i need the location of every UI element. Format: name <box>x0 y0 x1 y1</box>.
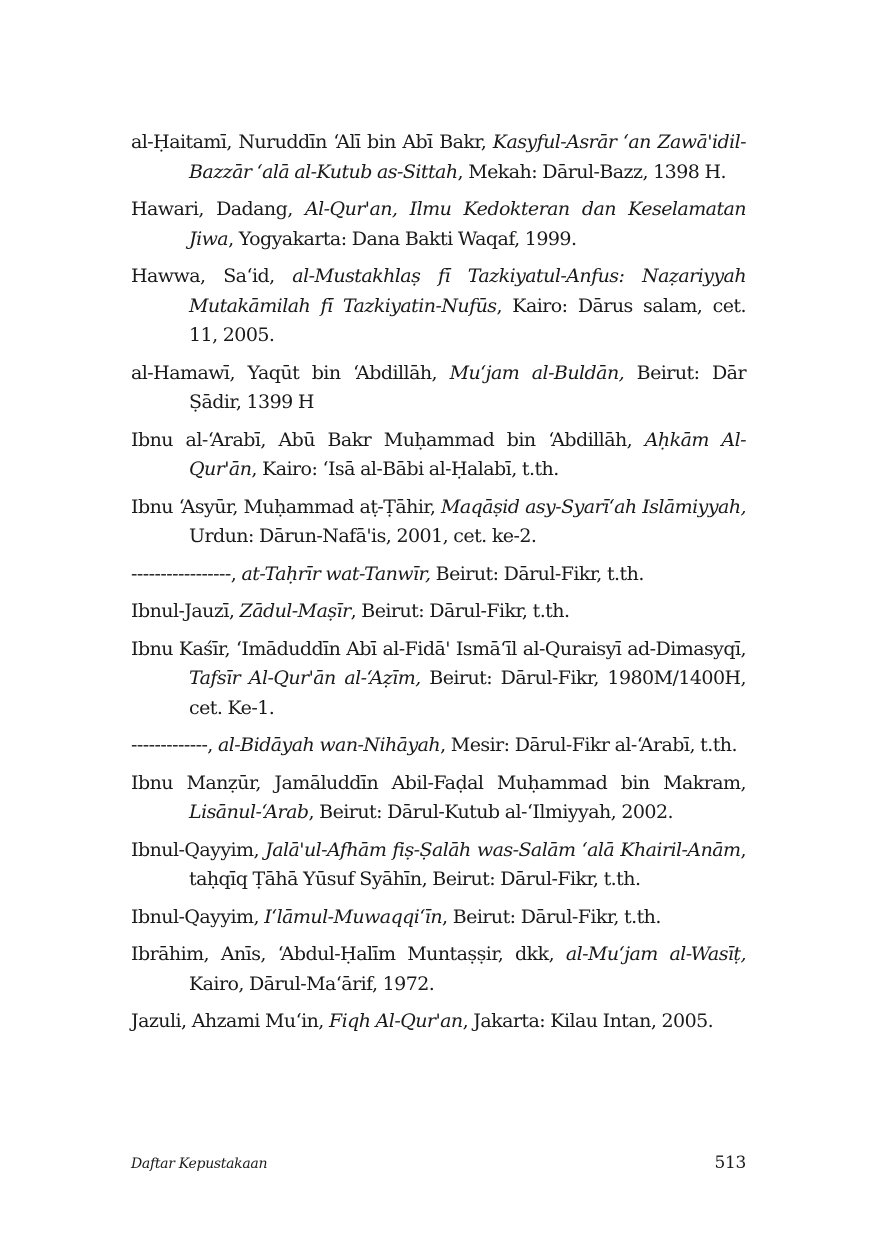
bibliography-entry: Ibnu Kaśīr, ‘Imāduddīn Abī al-Fidā' Ismā‘īl al-Quraisyī ad-Dimasyqī, Tafsīr Al-Qur'ān al-‘Aẓīm, Beirut: Dārul-Fikr, 1980M/1400H, cet. Ke-1. <box>131 637 746 719</box>
bibliography-entry: Ibnul-Qayyim, Jalā'ul-Afhām fiṣ-Ṣalāh was-Salām ‘alā Khairil-Anām, taḥqīq Ṭāhā Yūsuf Syāhīn, Beirut: Dārul-Fikr, t.th. <box>131 838 746 890</box>
bibliography-entry: -----------------, at-Taḥrīr wat-Tanwīr, Beirut: Dārul-Fikr, t.th. <box>131 562 644 585</box>
bibliography-list <box>131 128 746 1045</box>
page-number: 513 <box>714 1153 746 1173</box>
bibliography-entry: Ibrāhim, Anīs, ‘Abdul-Ḥalīm Muntaṣṣir, dkk, al-Mu‘jam al-Wasīṭ, Kairo, Dārul-Ma‘ārif, 1972. <box>131 943 746 995</box>
bibliography-entry: Ibnu al-‘Arabī, Abū Bakr Muḥammad bin ‘Abdillāh, Aḥkām Al-Qur'ān, Kairo: ‘Isā al-Bābi al-Ḥalabī, t.th. <box>131 428 746 480</box>
bibliography-entry: Jazuli, Ahzami Mu‘in, Fiqh Al-Qur'an, Jakarta: Kilau Intan, 2005. <box>131 1010 714 1032</box>
bibliography-entry: Ibnu ‘Asyūr, Muḥammad aṭ-Ṭāhir, Maqāṣid asy-Syarī‘ah Islāmiyyah, Urdun: Dārun-Nafā'is, 2001, cet. ke-2. <box>131 495 746 547</box>
bibliography-entry: Hawwa, Sa‘id, al-Mustakhlaṣ fī Tazkiyatul-Anfus: Naẓariyyah Mutakāmilah fī Tazkiyatin-Nufūs, Kairo: Dārus salam, cet. 11, 2005. <box>131 265 747 346</box>
page-footer <box>131 1153 746 1173</box>
bibliography-entry: Hawari, Dadang, Al-Qur'an, Ilmu Kedokteran dan Keselamatan Jiwa, Yogyakarta: Dana Bakti Waqaf, 1999. <box>131 198 746 250</box>
bibliography-entry: al-Hamawī, Yaqūt bin ‘Abdillāh, Mu‘jam al-Buldān, Beirut: Dār Ṣādir, 1399 H <box>131 361 746 413</box>
running-title: Daftar Kepustakaan <box>131 1156 268 1172</box>
bibliography-entry: al-Ḥaitamī, Nuruddīn ‘Alī bin Abī Bakr, Kasyful-Asrār ‘an Zawā'idil-Bazzār ‘alā al-Kutub as-Sittah, Mekah: Dārul-Bazz, 1398 H. <box>131 131 747 183</box>
bibliography-entry: Ibnul-Jauzī, Zādul-Maṣīr, Beirut: Dārul-Fikr, t.th. <box>131 600 570 622</box>
bibliography-entry: Ibnu Manẓūr, Jamāluddīn Abil-Faḍal Muḥammad bin Makram, Lisānul-‘Arab, Beirut: Dārul-Kutub al-‘Ilmiyyah, 2002. <box>131 771 746 823</box>
bibliography-entry: -------------, al-Bidāyah wan-Nihāyah, Mesir: Dārul-Fikr al-‘Arabī, t.th. <box>131 734 737 756</box>
bibliography-entry: Ibnul-Qayyim, I‘lāmul-Muwaqqi‘īn, Beirut: Dārul-Fikr, t.th. <box>131 905 661 928</box>
